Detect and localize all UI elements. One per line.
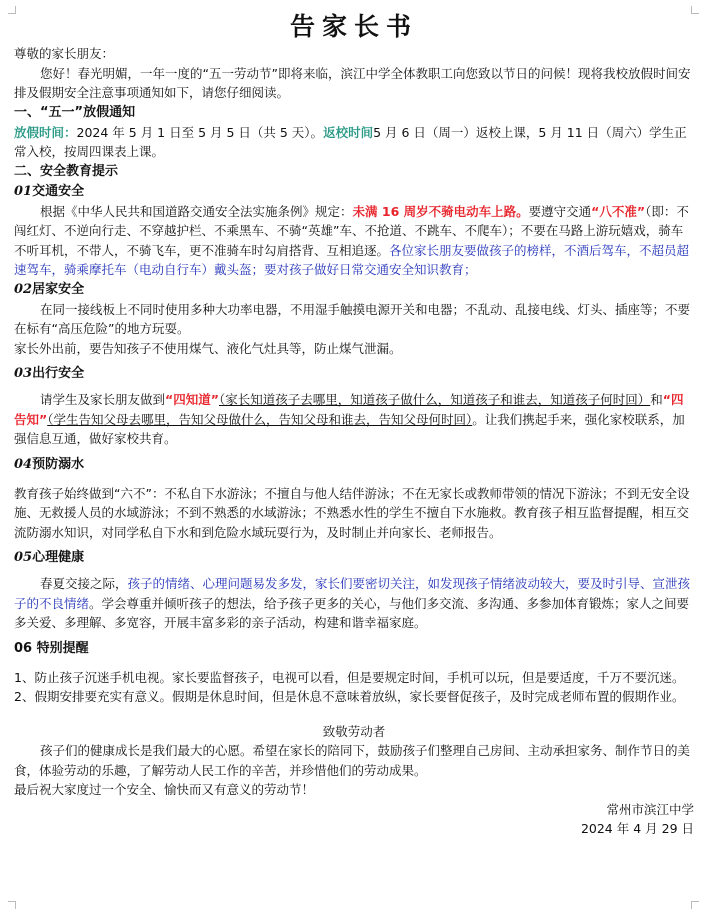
- home-paragraph-2: 家长外出前，要告知孩子不使用煤气、液化气灶具等，防止煤气泄漏。: [14, 340, 402, 356]
- outing-heading: [14, 364, 694, 384]
- traffic-heading: [14, 182, 694, 202]
- closing-wish: 最后祝大家度过一个安全、愉快而又有意义的劳动节！: [14, 782, 315, 797]
- page-corner-mark: [8, 901, 16, 909]
- home-number: 02: [14, 281, 33, 297]
- intro-paragraph: 您好！春光明媚，一年一度的“五一劳动节”即将来临，滨江中学全体教职工向您致以节日的问候！现将我校放假时间安排及假期安全注意事项通知如下，请您仔细阅读。: [14, 65, 691, 100]
- traffic-title: 交通安全: [32, 183, 85, 199]
- outing-text: 。让我们携起手来，强化家校联系，加强信息互通，做好家校共育。: [14, 411, 685, 446]
- salutation: 尊敬的家长朋友：: [14, 46, 115, 61]
- section-safety-heading: 二、安全教育提示: [14, 163, 119, 179]
- special-item-2: 2、假期安排要充实有意义。假期是休息时间，但是休息不意味着放纵，家长要督促孩子，及时完成老师布置的假期作业。: [14, 689, 685, 704]
- page-corner-mark: [691, 901, 699, 909]
- holiday-label: 放假时间：: [14, 124, 77, 140]
- signature-date: 2024 年 4 月 29 日: [580, 821, 694, 836]
- outing-paragraph: [14, 390, 694, 449]
- traffic-paragraph: [14, 202, 694, 280]
- drowning-number: 04: [14, 456, 33, 472]
- four-knows: “四知道”: [165, 392, 219, 407]
- drowning-title: 预防溺水: [32, 456, 85, 472]
- home-paragraph: 在同一接线板上不同时使用多种大功率电器，不用湿手触摸电源开关和电器；不乱动、乱接电线、灯头、插座等；不要在标有“高压危险”的地方玩耍。: [14, 301, 691, 336]
- mental-number: 05: [14, 550, 33, 565]
- closing-paragraph: 孩子们的健康成长是我们最大的心愿。希望在家长的陪同下，鼓励孩子们整理自己房间、主动承担家务、制作节日的美食，体验劳动的乐趣，了解劳动人民工作的辛苦，并珍惜他们的劳动成果。: [14, 743, 691, 778]
- outing-title: 出行安全: [32, 366, 85, 381]
- mental-paragraph: [14, 574, 694, 633]
- home-title: 居家安全: [32, 281, 85, 297]
- traffic-parent-note: 各位家长朋友要做孩子的榜样，不酒后驾车，不超员超速驾车，骑乘摩托车（电动自行车）戴头盔；要对孩子做好日常交通安全知识教育；: [14, 242, 690, 277]
- holiday-paragraph: [14, 123, 694, 162]
- mental-title: 心理健康: [32, 550, 85, 565]
- traffic-age-rule: 未满 16 周岁不骑电动车上路。: [352, 203, 529, 219]
- drowning-paragraph: 教育孩子始终做到“六不”：不私自下水游泳；不擅自与他人结伴游泳；不在无家长或教师带领的情况下游泳；不到无安全设施、无救援人员的水域游泳；不到不熟悉的水域游泳；不熟悉水性的学生不擅自下水施救。教育孩子相互监督提醒，相互交流防溺水知识，对同学私自下水和到危险水域玩耍行为，及时制止并向家长、老师报告。: [14, 485, 690, 540]
- return-label: 返校时间: [323, 124, 374, 140]
- return-dates: 5 月 6 日（周一）返校上课，5 月 11 日（周六）学生正常入校，按周四课表上课。: [14, 124, 687, 159]
- outing-number: 03: [14, 366, 33, 381]
- outing-text: 请学生及家长朋友做到: [40, 392, 166, 407]
- four-knows-detail: （家长知道孩子去哪里，知道孩子做什么，知道孩子和谁去，知道孩子何时回）: [218, 392, 651, 407]
- traffic-number: 01: [14, 183, 33, 199]
- closing-heading: 致敬劳动者: [322, 723, 386, 739]
- mental-heading: [14, 548, 694, 568]
- mental-text: 。学会尊重并倾听孩子的想法，给予孩子更多的关心，与他们多交流、多沟通、多参加体育锻炼；家人之间要多关爱、多理解、多宽容，开展丰富多彩的亲子活动，构建和谐幸福家庭。: [14, 595, 690, 630]
- special-heading: 06 特别提醒: [14, 640, 89, 656]
- holiday-dates: 2024 年 5 月 1 日至 5 月 5 日（共 5 天）。: [76, 124, 324, 140]
- four-tells-detail: （学生告知父母去哪里，告知父母做什么，告知父母和谁去，告知父母何时回）: [47, 411, 473, 427]
- document-page: [14, 0, 694, 839]
- home-heading: [14, 280, 694, 300]
- section-holiday-heading: 一、“五一”放假通知: [14, 104, 136, 120]
- drowning-heading: [14, 455, 694, 475]
- traffic-text: 要遵守交通: [528, 203, 592, 219]
- traffic-text: 根据《中华人民共和国道路交通安全法实施条例》规定：: [40, 203, 353, 219]
- mental-highlight: 孩子的情绪、心理问题易发多发，家长们要密切关注，如发现孩子情绪波动较大，要及时引导、宣泄孩子的不良情绪: [14, 576, 691, 611]
- signature-school: 常州市滨江中学: [606, 801, 694, 817]
- traffic-text: （即：不闯红灯、不逆向行走、不穿越护栏、不乘黑车、不骑“英雄”车、不抢道、不跳车、不爬车）；不要在马路上游玩嬉戏，骑车不听耳机，不带人，不骑飞车，更不准骑车时勾肩搭背、互相追逐。: [14, 203, 689, 258]
- outing-text: 和: [650, 392, 663, 407]
- document-title: 告家长书: [289, 12, 418, 41]
- four-tells: “四告知”: [14, 392, 684, 427]
- mental-text: 春夏交接之际，: [40, 576, 128, 591]
- eight-prohibitions: “八不准”: [591, 203, 646, 219]
- special-item-1: 1、防止孩子沉迷手机电视。家长要监督孩子，电视可以看，但是要规定时间，手机可以玩，但是要适度，千万不要沉迷。: [14, 669, 685, 685]
